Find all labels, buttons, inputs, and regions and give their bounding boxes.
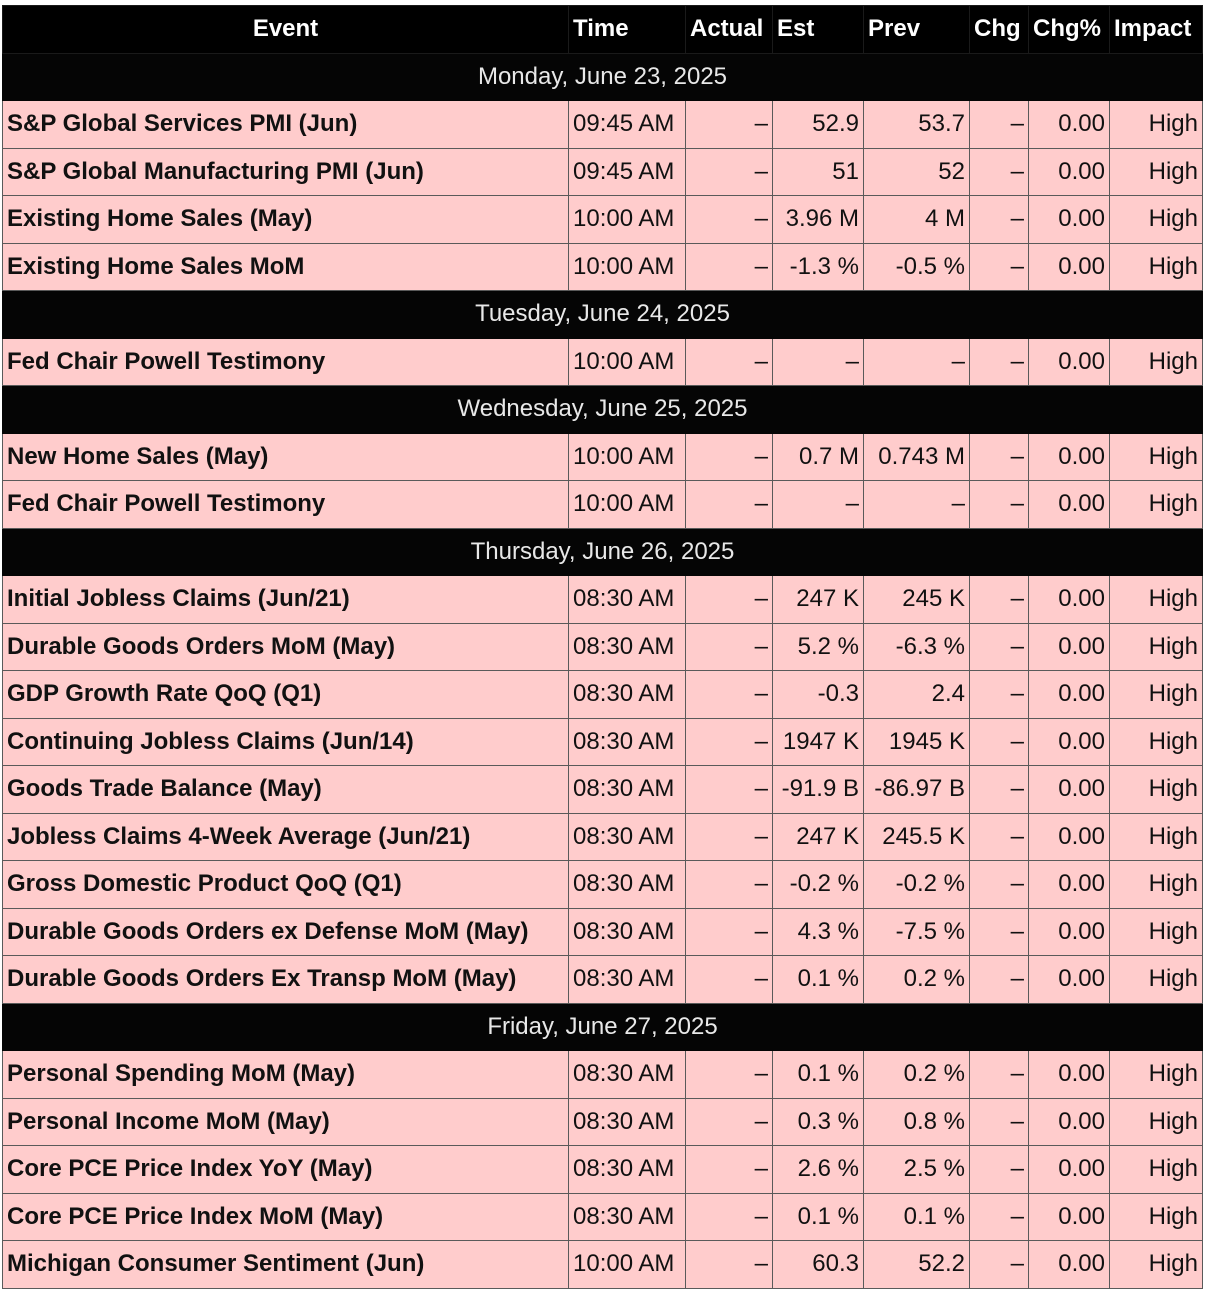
event-name-cell: Personal Income MoM (May)	[3, 1098, 569, 1146]
time-cell: 09:45 AM	[569, 148, 686, 196]
impact-cell: High	[1110, 196, 1203, 244]
change-cell: –	[970, 956, 1029, 1004]
change-cell: –	[970, 908, 1029, 956]
impact-cell: High	[1110, 1241, 1203, 1289]
previous-cell: –	[864, 481, 970, 529]
event-name-cell: Durable Goods Orders Ex Transp MoM (May)	[3, 956, 569, 1004]
change-percent-cell: 0.00	[1029, 433, 1110, 481]
change-percent-cell: 0.00	[1029, 1098, 1110, 1146]
previous-cell: 52.2	[864, 1241, 970, 1289]
event-name-cell: Personal Spending MoM (May)	[3, 1051, 569, 1099]
event-name-cell: Existing Home Sales (May)	[3, 196, 569, 244]
impact-cell: High	[1110, 861, 1203, 909]
event-name-cell: Jobless Claims 4-Week Average (Jun/21)	[3, 813, 569, 861]
actual-cell: –	[686, 766, 773, 814]
time-cell: 10:00 AM	[569, 243, 686, 291]
impact-cell: High	[1110, 813, 1203, 861]
table-row[interactable]	[3, 956, 1203, 1004]
time-cell: 09:45 AM	[569, 101, 686, 149]
change-percent-cell: 0.00	[1029, 1051, 1110, 1099]
change-percent-cell: 0.00	[1029, 101, 1110, 149]
time-cell: 08:30 AM	[569, 623, 686, 671]
event-name-cell: Goods Trade Balance (May)	[3, 766, 569, 814]
change-percent-cell: 0.00	[1029, 481, 1110, 529]
date-heading: Monday, June 23, 2025	[3, 53, 1203, 101]
table-row[interactable]	[3, 861, 1203, 909]
event-name-cell: Core PCE Price Index MoM (May)	[3, 1193, 569, 1241]
estimate-cell: 2.6 %	[773, 1146, 864, 1194]
previous-cell: 0.8 %	[864, 1098, 970, 1146]
estimate-cell: –	[773, 481, 864, 529]
actual-cell: –	[686, 101, 773, 149]
table-header-row	[3, 6, 1203, 54]
table-row[interactable]	[3, 718, 1203, 766]
time-cell: 08:30 AM	[569, 1098, 686, 1146]
change-percent-cell: 0.00	[1029, 766, 1110, 814]
date-group-row	[3, 53, 1203, 101]
estimate-cell: 0.3 %	[773, 1098, 864, 1146]
change-percent-cell: 0.00	[1029, 576, 1110, 624]
impact-cell: High	[1110, 576, 1203, 624]
date-heading: Friday, June 27, 2025	[3, 1003, 1203, 1051]
time-cell: 08:30 AM	[569, 908, 686, 956]
time-cell: 08:30 AM	[569, 766, 686, 814]
table-row[interactable]	[3, 623, 1203, 671]
change-cell: –	[970, 1241, 1029, 1289]
column-header-chg: Chg	[970, 6, 1029, 54]
change-cell: –	[970, 148, 1029, 196]
impact-cell: High	[1110, 1146, 1203, 1194]
actual-cell: –	[686, 338, 773, 386]
event-name-cell: Durable Goods Orders MoM (May)	[3, 623, 569, 671]
previous-cell: 1945 K	[864, 718, 970, 766]
previous-cell: -86.97 B	[864, 766, 970, 814]
column-header-event: Event	[3, 6, 569, 54]
change-percent-cell: 0.00	[1029, 1193, 1110, 1241]
event-name-cell: Gross Domestic Product QoQ (Q1)	[3, 861, 569, 909]
estimate-cell: -0.2 %	[773, 861, 864, 909]
actual-cell: –	[686, 481, 773, 529]
previous-cell: 245.5 K	[864, 813, 970, 861]
event-name-cell: Michigan Consumer Sentiment (Jun)	[3, 1241, 569, 1289]
time-cell: 08:30 AM	[569, 956, 686, 1004]
estimate-cell: 52.9	[773, 101, 864, 149]
impact-cell: High	[1110, 623, 1203, 671]
estimate-cell: 247 K	[773, 813, 864, 861]
time-cell: 08:30 AM	[569, 1051, 686, 1099]
event-name-cell: GDP Growth Rate QoQ (Q1)	[3, 671, 569, 719]
table-row[interactable]	[3, 1241, 1203, 1289]
table-row[interactable]	[3, 1146, 1203, 1194]
estimate-cell: –	[773, 338, 864, 386]
estimate-cell: 247 K	[773, 576, 864, 624]
actual-cell: –	[686, 148, 773, 196]
change-percent-cell: 0.00	[1029, 1241, 1110, 1289]
previous-cell: 53.7	[864, 101, 970, 149]
estimate-cell: -91.9 B	[773, 766, 864, 814]
table-row[interactable]	[3, 243, 1203, 291]
event-name-cell: Fed Chair Powell Testimony	[3, 338, 569, 386]
column-header-impact: Impact	[1110, 6, 1203, 54]
change-percent-cell: 0.00	[1029, 1146, 1110, 1194]
change-cell: –	[970, 1098, 1029, 1146]
event-name-cell: Core PCE Price Index YoY (May)	[3, 1146, 569, 1194]
estimate-cell: 0.1 %	[773, 1051, 864, 1099]
actual-cell: –	[686, 1146, 773, 1194]
actual-cell: –	[686, 196, 773, 244]
previous-cell: 0.743 M	[864, 433, 970, 481]
event-name-cell: Durable Goods Orders ex Defense MoM (May)	[3, 908, 569, 956]
change-cell: –	[970, 623, 1029, 671]
estimate-cell: 1947 K	[773, 718, 864, 766]
time-cell: 08:30 AM	[569, 718, 686, 766]
actual-cell: –	[686, 718, 773, 766]
event-name-cell: Existing Home Sales MoM	[3, 243, 569, 291]
impact-cell: High	[1110, 148, 1203, 196]
impact-cell: High	[1110, 718, 1203, 766]
impact-cell: High	[1110, 908, 1203, 956]
actual-cell: –	[686, 1051, 773, 1099]
change-cell: –	[970, 101, 1029, 149]
actual-cell: –	[686, 1241, 773, 1289]
change-cell: –	[970, 338, 1029, 386]
impact-cell: High	[1110, 1098, 1203, 1146]
event-name-cell: Continuing Jobless Claims (Jun/14)	[3, 718, 569, 766]
actual-cell: –	[686, 243, 773, 291]
date-heading: Wednesday, June 25, 2025	[3, 386, 1203, 434]
impact-cell: High	[1110, 671, 1203, 719]
table-row[interactable]	[3, 481, 1203, 529]
previous-cell: -0.5 %	[864, 243, 970, 291]
date-group-row	[3, 386, 1203, 434]
change-cell: –	[970, 481, 1029, 529]
event-name-cell: Initial Jobless Claims (Jun/21)	[3, 576, 569, 624]
time-cell: 10:00 AM	[569, 338, 686, 386]
table-row[interactable]	[3, 908, 1203, 956]
actual-cell: –	[686, 623, 773, 671]
table-row[interactable]	[3, 813, 1203, 861]
change-percent-cell: 0.00	[1029, 718, 1110, 766]
actual-cell: –	[686, 671, 773, 719]
estimate-cell: 4.3 %	[773, 908, 864, 956]
table-row[interactable]	[3, 101, 1203, 149]
actual-cell: –	[686, 861, 773, 909]
estimate-cell: -1.3 %	[773, 243, 864, 291]
actual-cell: –	[686, 576, 773, 624]
estimate-cell: 0.7 M	[773, 433, 864, 481]
previous-cell: 0.2 %	[864, 1051, 970, 1099]
change-percent-cell: 0.00	[1029, 243, 1110, 291]
time-cell: 08:30 AM	[569, 1193, 686, 1241]
time-cell: 08:30 AM	[569, 671, 686, 719]
previous-cell: -7.5 %	[864, 908, 970, 956]
table-row[interactable]	[3, 196, 1203, 244]
change-cell: –	[970, 433, 1029, 481]
time-cell: 10:00 AM	[569, 481, 686, 529]
column-header-prev: Prev	[864, 6, 970, 54]
change-percent-cell: 0.00	[1029, 623, 1110, 671]
actual-cell: –	[686, 433, 773, 481]
change-percent-cell: 0.00	[1029, 338, 1110, 386]
impact-cell: High	[1110, 1193, 1203, 1241]
date-group-row	[3, 528, 1203, 576]
previous-cell: –	[864, 338, 970, 386]
column-header-est: Est	[773, 6, 864, 54]
estimate-cell: 0.1 %	[773, 956, 864, 1004]
change-percent-cell: 0.00	[1029, 196, 1110, 244]
previous-cell: 2.5 %	[864, 1146, 970, 1194]
date-group-row	[3, 291, 1203, 339]
change-cell: –	[970, 1146, 1029, 1194]
previous-cell: 52	[864, 148, 970, 196]
estimate-cell: 51	[773, 148, 864, 196]
change-percent-cell: 0.00	[1029, 671, 1110, 719]
table-row[interactable]	[3, 576, 1203, 624]
table-row[interactable]	[3, 766, 1203, 814]
date-group-row	[3, 1003, 1203, 1051]
time-cell: 08:30 AM	[569, 861, 686, 909]
actual-cell: –	[686, 1098, 773, 1146]
table-row[interactable]	[3, 433, 1203, 481]
change-cell: –	[970, 766, 1029, 814]
impact-cell: High	[1110, 1051, 1203, 1099]
time-cell: 08:30 AM	[569, 576, 686, 624]
change-cell: –	[970, 813, 1029, 861]
time-cell: 10:00 AM	[569, 196, 686, 244]
estimate-cell: 60.3	[773, 1241, 864, 1289]
impact-cell: High	[1110, 956, 1203, 1004]
date-heading: Tuesday, June 24, 2025	[3, 291, 1203, 339]
event-name-cell: Fed Chair Powell Testimony	[3, 481, 569, 529]
change-cell: –	[970, 576, 1029, 624]
previous-cell: 0.1 %	[864, 1193, 970, 1241]
impact-cell: High	[1110, 101, 1203, 149]
estimate-cell: 3.96 M	[773, 196, 864, 244]
impact-cell: High	[1110, 243, 1203, 291]
estimate-cell: -0.3	[773, 671, 864, 719]
column-header-actual: Actual	[686, 6, 773, 54]
previous-cell: -6.3 %	[864, 623, 970, 671]
event-name-cell: S&P Global Manufacturing PMI (Jun)	[3, 148, 569, 196]
actual-cell: –	[686, 908, 773, 956]
table-row[interactable]	[3, 1193, 1203, 1241]
previous-cell: 0.2 %	[864, 956, 970, 1004]
impact-cell: High	[1110, 481, 1203, 529]
table-row[interactable]	[3, 671, 1203, 719]
time-cell: 10:00 AM	[569, 433, 686, 481]
change-cell: –	[970, 718, 1029, 766]
change-cell: –	[970, 243, 1029, 291]
table-row[interactable]	[3, 1051, 1203, 1099]
change-percent-cell: 0.00	[1029, 813, 1110, 861]
event-name-cell: S&P Global Services PMI (Jun)	[3, 101, 569, 149]
column-header-time: Time	[569, 6, 686, 54]
change-cell: –	[970, 1193, 1029, 1241]
estimate-cell: 5.2 %	[773, 623, 864, 671]
date-heading: Thursday, June 26, 2025	[3, 528, 1203, 576]
change-cell: –	[970, 861, 1029, 909]
economic-calendar-table	[2, 5, 1203, 1289]
impact-cell: High	[1110, 766, 1203, 814]
actual-cell: –	[686, 956, 773, 1004]
time-cell: 08:30 AM	[569, 813, 686, 861]
table-row[interactable]	[3, 148, 1203, 196]
actual-cell: –	[686, 1193, 773, 1241]
previous-cell: 245 K	[864, 576, 970, 624]
change-percent-cell: 0.00	[1029, 956, 1110, 1004]
previous-cell: -0.2 %	[864, 861, 970, 909]
calendar-body	[3, 53, 1203, 1288]
column-header-chg-pct: Chg%	[1029, 6, 1110, 54]
previous-cell: 4 M	[864, 196, 970, 244]
change-cell: –	[970, 1051, 1029, 1099]
change-percent-cell: 0.00	[1029, 908, 1110, 956]
change-cell: –	[970, 196, 1029, 244]
time-cell: 08:30 AM	[569, 1146, 686, 1194]
impact-cell: High	[1110, 338, 1203, 386]
actual-cell: –	[686, 813, 773, 861]
event-name-cell: New Home Sales (May)	[3, 433, 569, 481]
previous-cell: 2.4	[864, 671, 970, 719]
table-row[interactable]	[3, 1098, 1203, 1146]
impact-cell: High	[1110, 433, 1203, 481]
change-percent-cell: 0.00	[1029, 861, 1110, 909]
change-cell: –	[970, 671, 1029, 719]
change-percent-cell: 0.00	[1029, 148, 1110, 196]
table-row[interactable]	[3, 338, 1203, 386]
estimate-cell: 0.1 %	[773, 1193, 864, 1241]
time-cell: 10:00 AM	[569, 1241, 686, 1289]
